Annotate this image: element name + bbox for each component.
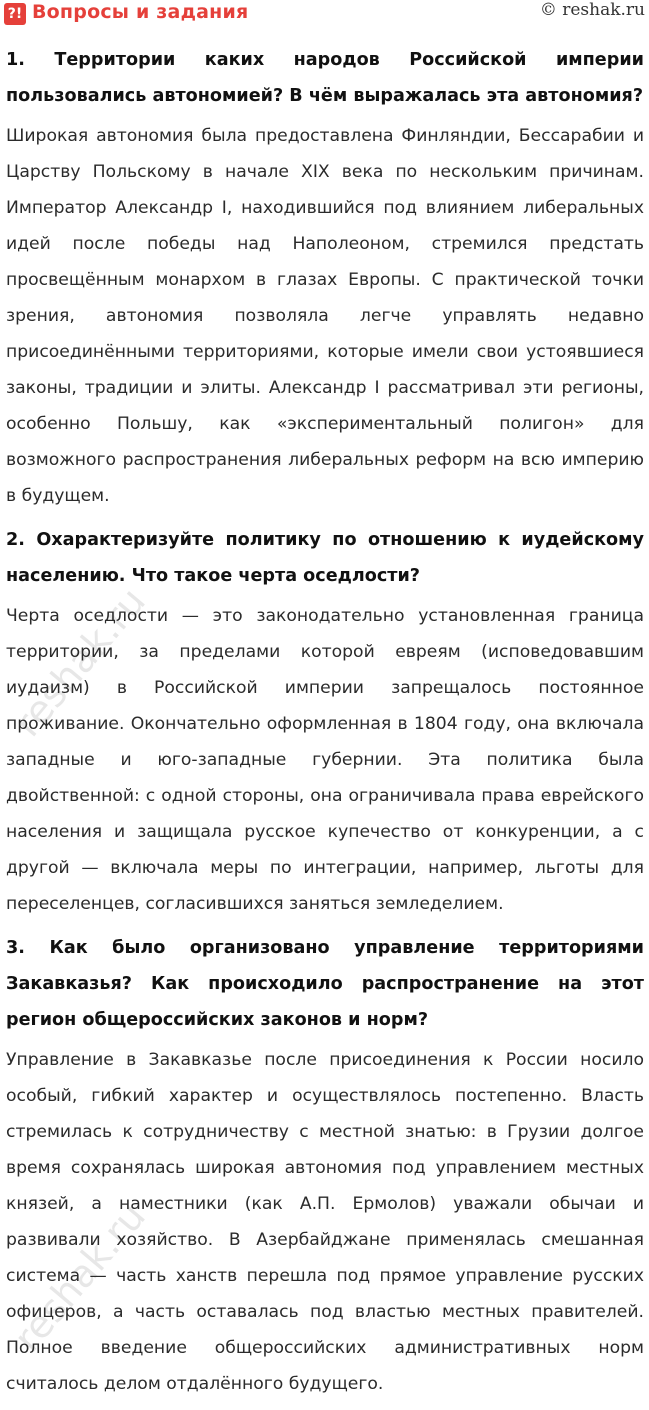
answer-2: Черта оседлости — это законодательно установленная граница территории, за пределами которой евреям (исповедовавшим иудаизм) в Российской империи запрещалось постоянное проживание. Окончательно оформленная в 1804 году, она включала западные и юго-западные губернии. Эта политика была двойственной: с одной стороны, она ограничивала права еврейского населения и защищала русское купечество от конкуренции, а с другой — включала меры по интеграции, например, льготы для переселенцев, согласившихся заняться земледелием. [6,606,644,914]
qa-item-1 [6,42,644,514]
qa-item-2 [6,522,644,922]
section-title: Вопросы и задания [32,1,249,23]
watermark-diagonal-1: reshak.ru [5,579,154,745]
question-exclamation-icon: ?! [4,3,26,25]
question-1: 1. Территории каких народов Российской империи пользовались автономией? В чём выражалась эта автономия? [6,50,644,106]
question-3: 3. Как было организовано управление территориями Закавказья? Как происходило распространение на этот регион общероссийских законов и норм? [6,938,644,1030]
watermark-diagonal-2: reshak.ru [5,1194,154,1360]
answer-3: Управление в Закавказье после присоединения к России носило особый, гибкий характер и осуществлялось постепенно. Власть стремилась к сотрудничеству с местной знатью: в Грузии долгое время сохранялась широкая автономия под управлением местных князей, а наместники (как А.П. Ермолов) уважали обычаи и развивали хозяйство. В Азербайджане применялась смешанная система — часть ханств перешла под прямое управление русских офицеров, а часть оставалась под властью местных правителей. Полное введение общероссийских административных норм считалось делом отдалённого будущего. [6,1050,644,1394]
qa-item-3 [6,930,644,1402]
site-watermark: © reshak.ru [539,0,645,20]
question-2: 2. Охарактеризуйте политику по отношению к иудейскому населению. Что такое черта оседлости? [6,530,644,586]
answer-1: Широкая автономия была предоставлена Финляндии, Бессарабии и Царству Польскому в начале XIX века по нескольким причинам. Император Александр I, находившийся под влиянием либеральных идей после победы над Наполеоном, стремился предстать просвещённым монархом в глазах Европы. С практической точки зрения, автономия позволяла легче управлять недавно присоединёнными территориями, которые имели свои устоявшиеся законы, традиции и элиты. Александр I рассматривал эти регионы, особенно Польшу, как «экспериментальный полигон» для возможного распространения либеральных реформ на всю империю в будущем. [6,126,644,506]
header-bar [0,0,649,32]
qa-content [6,42,644,1410]
